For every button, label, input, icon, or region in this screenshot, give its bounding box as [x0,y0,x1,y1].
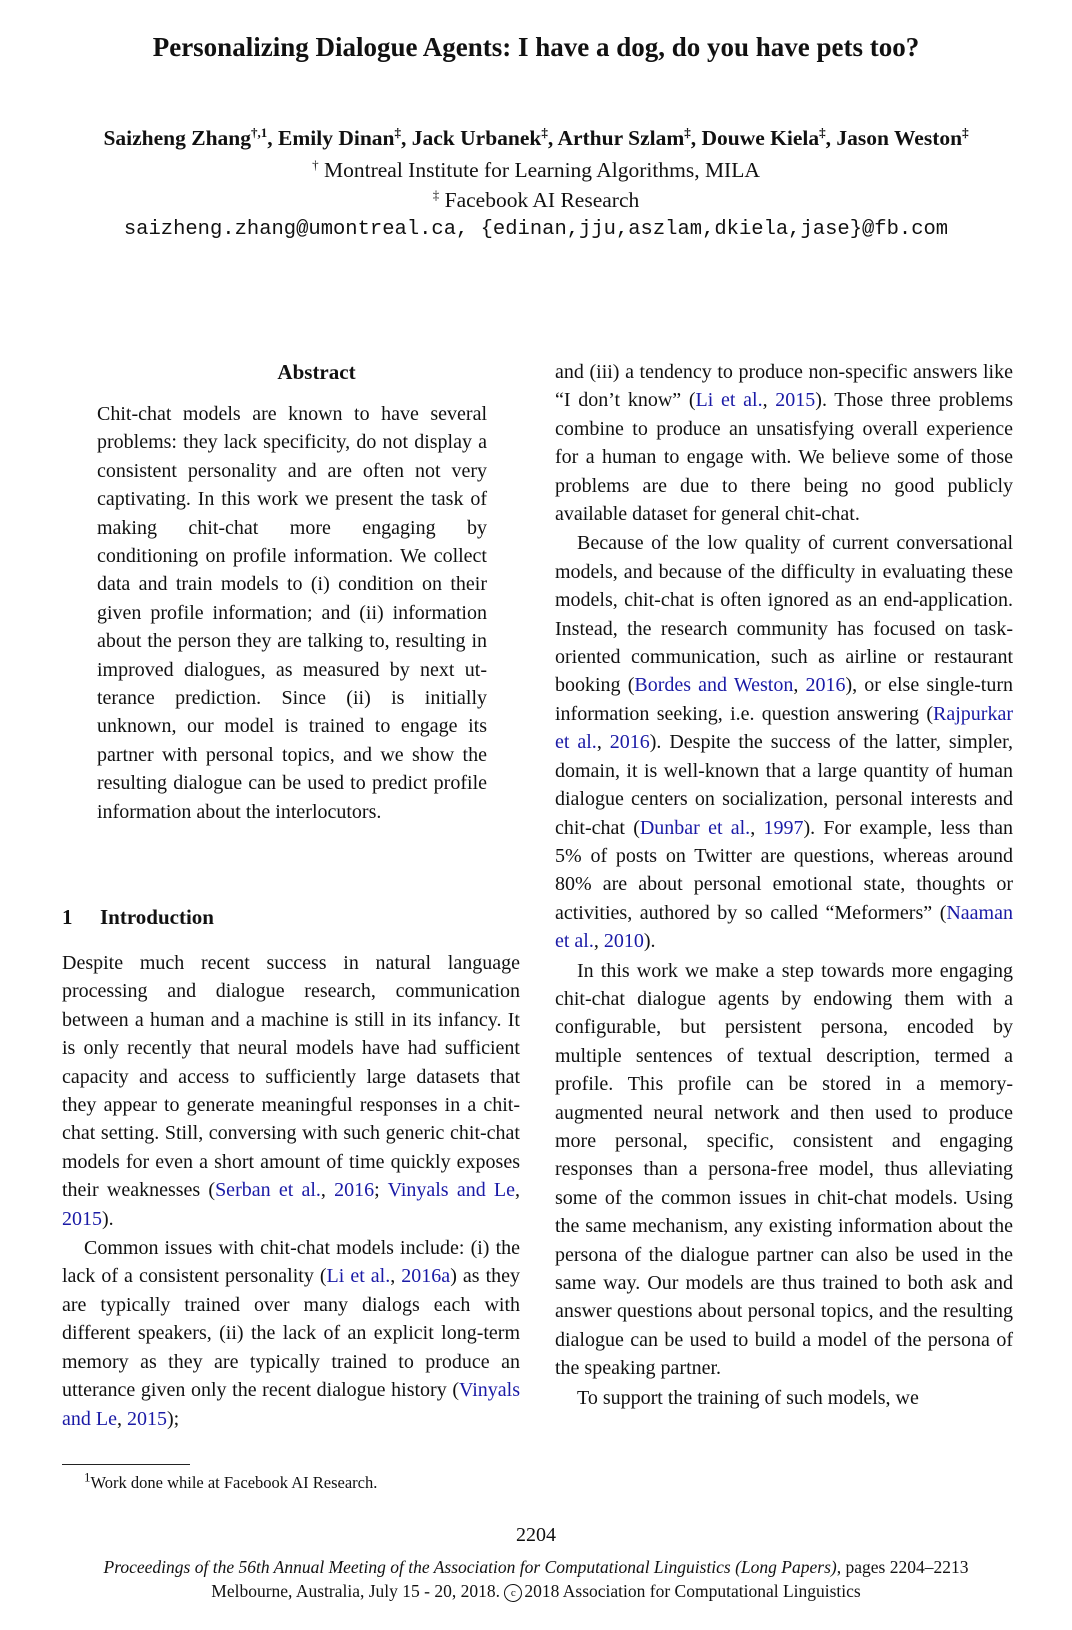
right-column-body [555,358,1013,1412]
paragraph [555,358,1013,528]
author-name: Arthur Szlam [557,126,685,150]
footnote-rule [62,1464,190,1465]
author-name: Douwe Kiela [701,126,820,150]
proceedings-line [0,1555,1072,1579]
paragraph-text: To support the training of such models, we [577,1386,919,1409]
affiliation-mark: † [312,156,319,172]
footnote [62,1469,520,1494]
footnote-mark: 1 [84,1469,91,1485]
citation-link[interactable]: 2015 [126,1407,167,1430]
paper-title: Personalizing Dialogue Agents: I have a dog, do you have pets too? [152,32,920,62]
author-affiliation-mark: ‡ [541,124,548,140]
author-separator: , [690,126,702,150]
author-emails: saizheng.zhang@umontreal.ca, {edinan,jju,aszlam,dkiela,jase}@fb.com [123,218,949,241]
affiliation-mark: ‡ [432,186,440,202]
paragraph-text: , [390,1265,402,1288]
author-name: Jack Urbanek [411,126,542,150]
citation-link[interactable]: 2015 [62,1207,102,1230]
author-name: Saizheng Zhang [103,126,251,150]
citation-link[interactable]: Rajpurkar et al. [555,702,1013,754]
paragraph-text: In this work we make a step towards more engaging chit-chat dialogue agents by endowing them with a configurable, but persistent persona, encoded by multiple sentences of textual description, termed a profile. This profile can be stored in a memory-augmented neural network and then used to produce more personal, specific, consistent and engaging responses than a persona-free model, thus alleviating some of the common issues in chit-chat models. Using the same mechanism, any existing information about the persona of the dialogue partner can also be used in the same way. Our models are thus trained to both ask and answer questions about personal topics, and the resulting dialogue can be used to build a model of the persona of the speaking partner. [555,959,1013,1380]
section-title: Introduction [100,905,214,929]
paragraph-text: Because of the low quality of current conversational models, and because of the difficulty in evaluating these models, chit-chat is often ignored as an end-application. Instead, the research community has focused on task-oriented communication, such as airline or restaurant booking ( [555,532,1013,697]
author-separator: , [547,126,558,150]
paragraph-text: ), or else single-turn information seeking, i.e. question answering ( [555,674,1014,725]
abstract-text: Chit-chat models are known to have several problems: they lack specificity, do not display a consistent personality and are often not very captivating. In this work we present the task of making chit-chat more engaging by conditioning on profile information. We collect data and train models to (i) condition on their given profile information; and (ii) information about the person they are talking to, resulting in improved dialogues, as measured by next utterance prediction. Since (ii) is initially unknown, our model is trained to engage its partner with personal topics, and we show the resulting dialogue can be used to predict profile information about the interlocutors. [97,403,487,823]
citation-link[interactable]: Serban et al. [215,1179,321,1202]
author-affiliation-mark: ‡ [962,124,969,140]
paragraph-text: Despite much recent success in natural language processing and dialogue research, communication between a human and a machine is still in its infancy. It is only recently that neural models have had sufficient capacity and access to sufficiently large datasets that they appear to generate meaningful responses in a chit-chat setting. Still, conversing with such generic chit-chat models for even a short amount of time quickly exposes their weaknesses ( [62,952,520,1202]
paragraph [62,949,520,1233]
paragraph [555,957,1013,1383]
paragraph-text: ). For example, less than 5% of posts on Twitter are questions, whereas around 80% are about personal emotional state, thoughts or activities, authored by so called “Meformers” ( [555,816,1014,924]
paragraph-text: and (iii) a tendency to produce non-specific answers like “I don’t know” ( [555,361,1013,412]
paragraph-text: ). [102,1207,114,1230]
citation-link[interactable]: Bordes and Weston [634,674,794,697]
paragraph-text: , [750,816,764,839]
citation-link[interactable]: 2010 [603,930,644,953]
affiliation-text: Facebook AI Research [439,188,640,212]
paragraph-text: , [596,731,610,754]
citation-link[interactable]: Li et al. [326,1265,391,1288]
proceedings-footer [0,1555,1072,1603]
affiliation-fair [0,186,1072,214]
paragraph-text: , [515,1179,521,1202]
paragraph-text: , [320,1179,335,1202]
copyright-icon: c [504,1584,522,1602]
paragraph [62,1234,520,1433]
author-affiliation-mark: ‡ [819,124,826,140]
citation-link[interactable]: 2016 [334,1179,375,1202]
paragraph-text: ). [643,930,656,953]
page-number: 2204 [516,1524,556,1546]
citation-link[interactable]: Naaman et al. [555,901,1013,953]
section-number: 1 [62,905,73,929]
citation-link[interactable]: 2016 [805,674,846,697]
paragraph-text: , [793,674,806,697]
affiliation-mila [0,156,1072,184]
author-list [0,124,1072,152]
proceedings-location-line [0,1579,1072,1603]
author-affiliation-mark: †,1 [251,124,268,140]
paragraph-text: , [762,389,776,412]
author-separator: , [825,126,837,150]
citation-link[interactable]: Vinyals and Le [62,1379,520,1430]
paragraph-text: ; [374,1179,388,1202]
author-separator: , [267,126,278,150]
section-heading-introduction [62,903,214,931]
footnote-text: Work done while at Facebook AI Research. [90,1473,378,1492]
left-column-body [62,949,520,1433]
paragraph-text: ). Those three problems combine to produce an unsatisfying overall experience for a human to engage with. We believe some of those problems are due to there being no good publicly available dataset for general chit-chat. [555,389,1014,526]
paragraph [555,529,1013,955]
citation-link[interactable]: 2016 [609,731,650,754]
proceedings-venue: Proceedings of the 56th Annual Meeting of the Association for Computational Linguistics (Long Papers) [103,1557,837,1577]
proceedings-location: Melbourne, Australia, July 15 - 20, 2018. [211,1581,505,1601]
author-affiliation-mark: ‡ [394,124,401,140]
citation-link[interactable]: 2015 [775,389,816,412]
citation-link[interactable]: Li et al. [695,389,763,412]
paragraph-text: ); [166,1407,180,1430]
paragraph-text: Common issues with chit-chat models include: (i) the lack of a consistent personality ( [62,1237,520,1288]
affiliation-text: Montreal Institute for Learning Algorithms, MILA [318,158,760,182]
citation-link[interactable]: 2016a [401,1265,451,1288]
author-name: Emily Dinan [278,126,395,150]
paragraph [555,1384,1013,1412]
citation-link[interactable]: 1997 [763,816,804,839]
proceedings-copyright: 2018 Association for Computational Linguistics [524,1581,861,1601]
paragraph-text: ) as they are typically trained over many dialogs each with different speakers, (ii) the lack of an explicit long-term memory as they are typically trained to produce an utterance given only the recent dialogue history ( [62,1265,521,1402]
author-affiliation-mark: ‡ [684,124,691,140]
paragraph-text: , [593,930,604,953]
author-separator: , [401,126,412,150]
citation-link[interactable]: Vinyals and Le [387,1179,516,1202]
paragraph-text: ). Despite the success of the latter, simpler, domain, it is well-known that a large quantity of human dialogue centers on socialization, personal interests and chit-chat ( [555,731,1014,839]
citation-link[interactable]: Dunbar et al. [639,816,751,839]
paragraph-text: , [116,1407,127,1430]
abstract-body [97,400,487,826]
proceedings-pages: , pages 2204–2213 [836,1557,969,1577]
abstract-heading: Abstract [277,360,356,384]
author-name: Jason Weston [836,126,963,150]
